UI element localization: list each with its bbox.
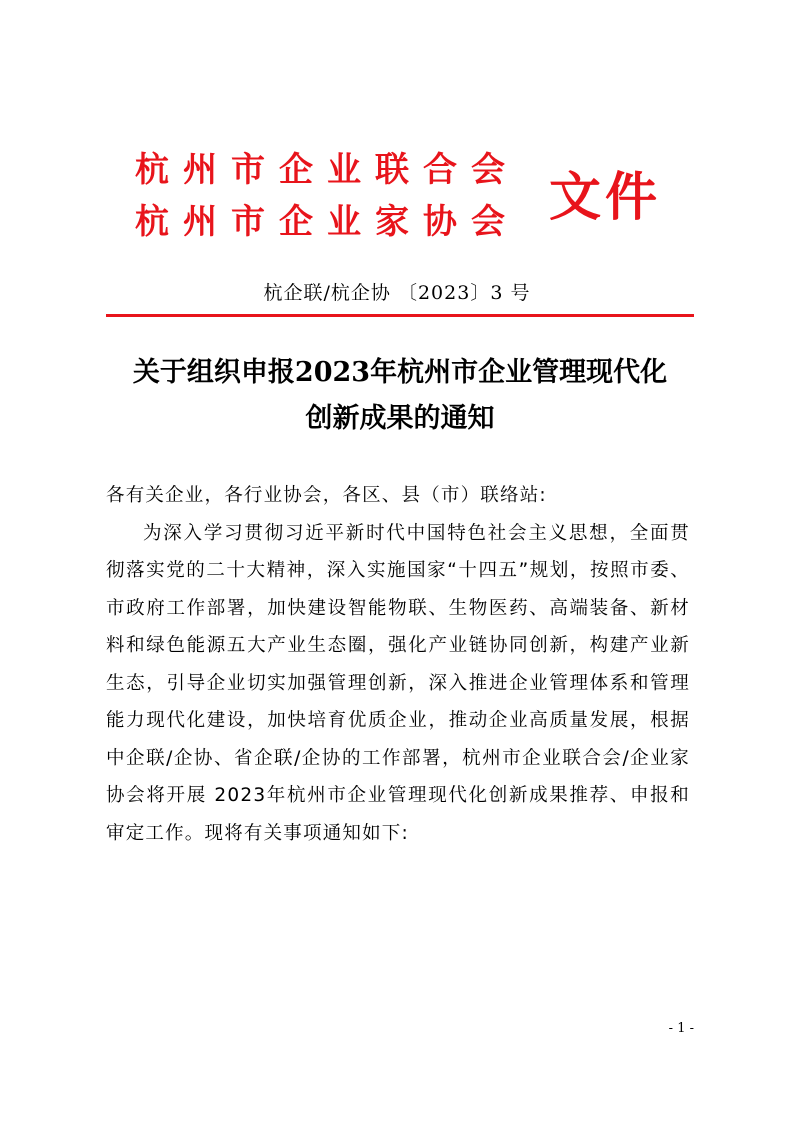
document-type-label: 文件 [549,168,662,228]
salutation: 各有关企业，各行业协会，各区、县（市）联络站: [106,485,547,506]
notice-body [106,477,690,852]
notice-title [106,350,694,442]
notice-title-line-2: 创新成果的通知 [305,403,495,434]
notice-title-line-1: 关于组织申报2023年杭州市企业管理现代化 [132,357,668,388]
body-paragraph: 为深入学习贯彻习近平新时代中国特色社会主义思想，全面贯彻落实党的二十大精神，深入实施国家“十四五”规划，按照市委、市政府工作部署，加快建设智能物联、生物医药、高端装备、新材料和绿色能源五大产业生态圈，强化产业链协同创新，构建产业新生态，引导企业切实加强管理创新，深入推进企业管理体系和管理能力现代化建设，加快培育优质企业，推动企业高质量发展，根据中企联/企协、省企联/企协的工作部署，杭州市企业联合会/企业家协会将开展 2023年杭州市企业管理现代化创新成果推荐、申报和审定工作。现将有关事项通知如下: [106,522,690,844]
red-divider-line [106,314,694,317]
org-name-entrepreneurs-association: 杭州市企业家协会 [135,202,519,242]
org-name-enterprise-federation: 杭州市企业联合会 [135,150,519,190]
document-number: 杭企联/杭企协 〔2023〕3 号 [263,282,531,304]
issuing-organizations-header [135,148,695,248]
page-number: - 1 - [668,1021,694,1036]
